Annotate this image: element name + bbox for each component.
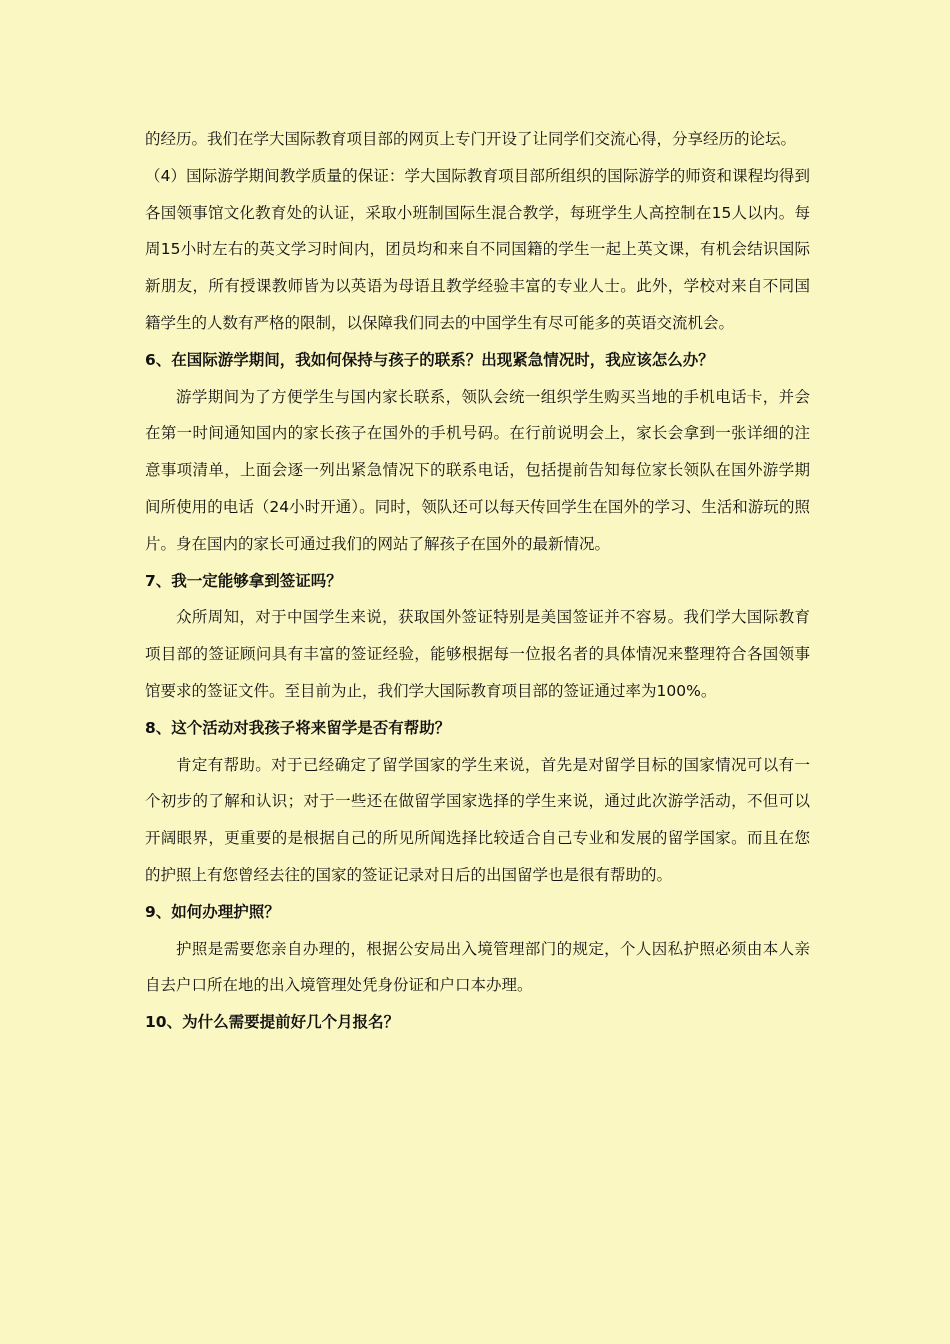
question-7-heading: 7、我一定能够拿到签证吗？ xyxy=(145,571,342,590)
answer-6-paragraph: 游学期间为了方便学生与国内家长联系，领队会统一组织学生购买当地的手机电话卡，并会在第一时间通知国内的家长孩子在国外的手机号码。在行前说明会上，家长会拿到一张详细的注意事项清单，上面会逐一列出紧急情况下的联系电话，包括提前告知每位家长领队在国外游学期间所使用的电话（24小时开通）。同时，领队还可以每天传回学生在国外的学习、生活和游玩的照片。身在国内的家长可通过我们的网站了解孩子在国外的最新情况。 xyxy=(145,387,810,553)
question-6-heading: 6、在国际游学期间，我如何保持与孩子的联系？出现紧急情况时，我应该怎么办？ xyxy=(145,350,714,369)
question-9-heading: 9、如何办理护照？ xyxy=(145,902,280,921)
question-10-heading: 10、为什么需要提前好几个月报名？ xyxy=(145,1013,400,1032)
paragraph-teaching-quality: （4）国际游学期间教学质量的保证：学大国际教育项目部所组织的国际游学的师资和课程均得到各国领事馆文化教育处的认证，采取小班制国际生混合教学，每班学生人高控制在15人以内。每周15小时左右的英文学习时间内，团员均和来自不同国籍的学生一起上英文课，有机会结识国际新朋友，所有授课教师皆为以英语为母语且教学经验丰富的专业人士。此外，学校对来自不同国籍学生的人数有严格的限制，以保障我们同去的中国学生有尽可能多的英语交流机会。 xyxy=(145,166,810,332)
answer-9-paragraph: 护照是需要您亲自办理的，根据公安局出入境管理部门的规定，个人因私护照必须由本人亲自去户口所在地的出入境管理处凭身份证和户口本办理。 xyxy=(145,939,810,995)
document-body xyxy=(145,121,810,1041)
answer-8-paragraph: 肯定有帮助。对于已经确定了留学国家的学生来说，首先是对留学目标的国家情况可以有一个初步的了解和认识；对于一些还在做留学国家选择的学生来说，通过此次游学活动，不但可以开阔眼界，更重要的是根据自己的所见所闻选择比较适合自己专业和发展的留学国家。而且在您的护照上有您曾经去往的国家的签证记录对日后的出国留学也是很有帮助的。 xyxy=(145,755,810,884)
paragraph-continued-forum: 的经历。我们在学大国际教育项目部的网页上专门开设了让同学们交流心得，分享经历的论坛。 xyxy=(145,130,797,148)
question-8-heading: 8、这个活动对我孩子将来留学是否有帮助？ xyxy=(145,718,451,737)
answer-7-paragraph: 众所周知，对于中国学生来说，获取国外签证特别是美国签证并不容易。我们学大国际教育项目部的签证顾问具有丰富的签证经验，能够根据每一位报名者的具体情况来整理符合各国领事馆要求的签证文件。至目前为止，我们学大国际教育项目部的签证通过率为100%。 xyxy=(145,608,810,700)
